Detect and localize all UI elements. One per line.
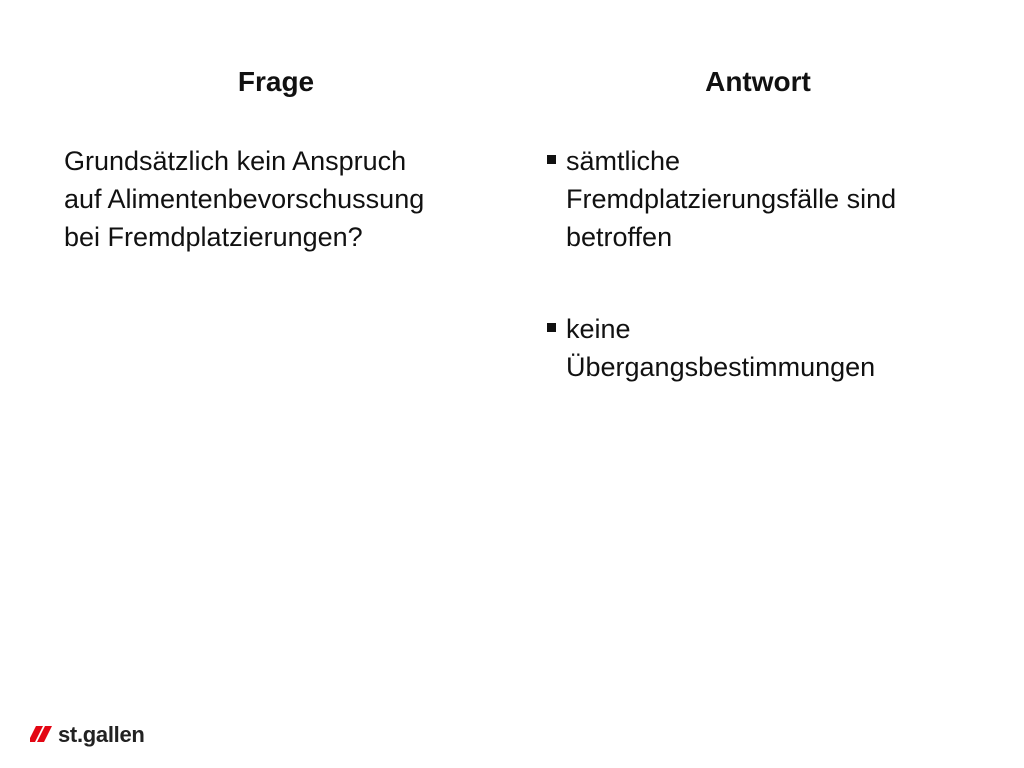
square-bullet-icon — [547, 155, 556, 164]
answer-line: sämtliche — [566, 146, 681, 176]
question-line: auf Alimentenbevorschussung — [64, 184, 425, 214]
square-bullet-icon — [547, 323, 556, 332]
question-text — [64, 142, 504, 256]
question-line: Grundsätzlich kein Anspruch — [64, 146, 407, 176]
answer-line: Übergangsbestimmungen — [566, 352, 876, 382]
answer-list — [546, 142, 1006, 440]
answer-line: Fremdplatzierungsfälle sind — [566, 184, 897, 214]
logo-text: st.gallen — [58, 722, 145, 747]
answer-line: betroffen — [566, 222, 673, 252]
answer-line: keine — [566, 314, 631, 344]
st-gallen-logo — [30, 720, 160, 752]
answer-item — [546, 142, 1006, 256]
question-line: bei Fremdplatzierungen? — [64, 222, 363, 252]
slash-stripes-icon — [30, 723, 58, 745]
answer-item — [546, 310, 1006, 386]
question-heading: Frage — [237, 66, 315, 97]
answer-heading: Antwort — [705, 66, 811, 97]
